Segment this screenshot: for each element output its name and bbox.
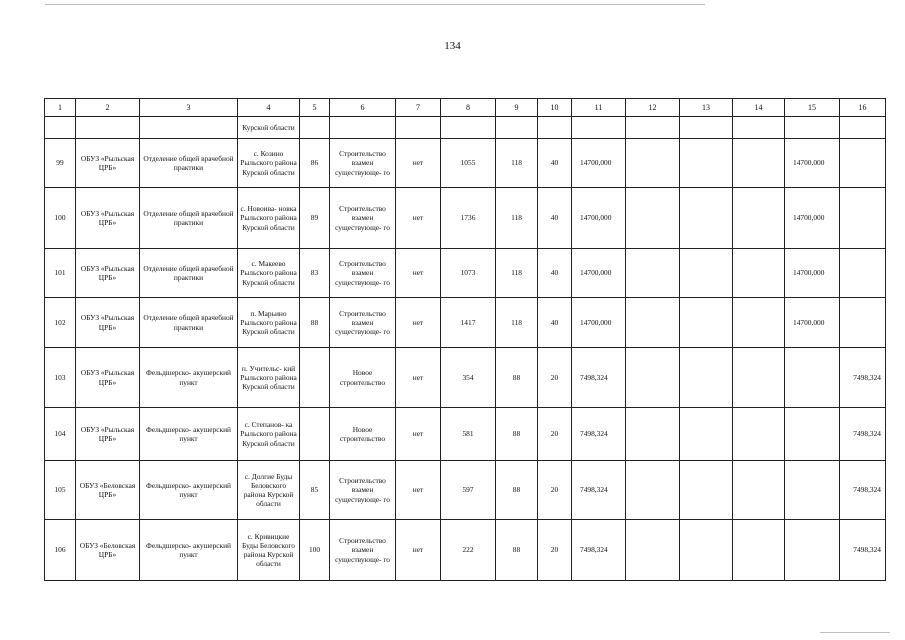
value-col-10: 20 bbox=[538, 348, 572, 408]
value-col-12 bbox=[626, 298, 680, 348]
column-number-9: 9 bbox=[496, 99, 538, 117]
table-row bbox=[45, 298, 886, 348]
row-number: 103 bbox=[45, 348, 76, 408]
value-col-9: 118 bbox=[496, 298, 538, 348]
value-col-14 bbox=[733, 188, 785, 249]
value-col-15: 14700,000 bbox=[785, 249, 840, 298]
row-number: 106 bbox=[45, 520, 76, 581]
value-col-16 bbox=[840, 298, 886, 348]
column-number-10: 10 bbox=[538, 99, 572, 117]
value-col-9: 118 bbox=[496, 249, 538, 298]
column-number-5: 5 bbox=[300, 99, 330, 117]
facility-type: Фельдшерско- акушерский пункт bbox=[140, 520, 238, 581]
bottom-rule bbox=[820, 632, 890, 633]
value-col-12 bbox=[626, 249, 680, 298]
location: п. Учительс- кий Рыльского района Курской области bbox=[238, 348, 300, 408]
facility-type: Отделение общей врачебной практики bbox=[140, 139, 238, 188]
value-col-15 bbox=[785, 348, 840, 408]
table-row bbox=[45, 249, 886, 298]
value-col-10: 20 bbox=[538, 461, 572, 520]
value-col-16 bbox=[840, 249, 886, 298]
value-col-14 bbox=[733, 249, 785, 298]
top-rule bbox=[45, 4, 705, 5]
value-col-15: 14700,000 bbox=[785, 298, 840, 348]
value-col-9: 118 bbox=[496, 139, 538, 188]
value-col-8: 1417 bbox=[441, 298, 496, 348]
organization: ОБУЗ «Рыльская ЦРБ» bbox=[76, 249, 140, 298]
continuation-location: Курской области bbox=[238, 117, 300, 139]
value-col-11: 14700,000 bbox=[572, 298, 626, 348]
value-col-14 bbox=[733, 408, 785, 461]
value-col-5 bbox=[300, 408, 330, 461]
value-col-11: 7498,324 bbox=[572, 348, 626, 408]
facility-type: Фельдшерско- акушерский пункт bbox=[140, 348, 238, 408]
value-col-9: 88 bbox=[496, 348, 538, 408]
row-number: 99 bbox=[45, 139, 76, 188]
value-col-5: 85 bbox=[300, 461, 330, 520]
value-col-9: 88 bbox=[496, 408, 538, 461]
column-number-16: 16 bbox=[840, 99, 886, 117]
value-col-16 bbox=[840, 188, 886, 249]
construction-type: Строительство взамен существующе- го bbox=[330, 188, 396, 249]
row-number: 102 bbox=[45, 298, 76, 348]
continuation-row bbox=[45, 117, 886, 139]
table-row bbox=[45, 188, 886, 249]
construction-type: Строительство взамен существующе- го bbox=[330, 520, 396, 581]
table-row bbox=[45, 139, 886, 188]
value-col-9: 88 bbox=[496, 520, 538, 581]
value-col-5 bbox=[300, 348, 330, 408]
table-row bbox=[45, 348, 886, 408]
value-col-10: 40 bbox=[538, 249, 572, 298]
value-col-7: нет bbox=[396, 348, 441, 408]
value-col-11: 14700,000 bbox=[572, 139, 626, 188]
value-col-10: 20 bbox=[538, 408, 572, 461]
column-number-15: 15 bbox=[785, 99, 840, 117]
value-col-13 bbox=[680, 298, 733, 348]
location: п. Марьино Рыльского района Курской области bbox=[238, 298, 300, 348]
value-col-13 bbox=[680, 461, 733, 520]
value-col-14 bbox=[733, 461, 785, 520]
location: с. Долгие Буды Беловского района Курской области bbox=[238, 461, 300, 520]
table-row bbox=[45, 408, 886, 461]
value-col-14 bbox=[733, 298, 785, 348]
organization: ОБУЗ «Рыльская ЦРБ» bbox=[76, 298, 140, 348]
row-number: 100 bbox=[45, 188, 76, 249]
construction-type: Строительство взамен существующе- го bbox=[330, 461, 396, 520]
location: с. Новоива- новка Рыльского района Курской области bbox=[238, 188, 300, 249]
table-row bbox=[45, 520, 886, 581]
value-col-11: 14700,000 bbox=[572, 249, 626, 298]
value-col-13 bbox=[680, 348, 733, 408]
value-col-10: 40 bbox=[538, 139, 572, 188]
value-col-11: 14700,000 bbox=[572, 188, 626, 249]
value-col-13 bbox=[680, 408, 733, 461]
organization: ОБУЗ «Беловская ЦРБ» bbox=[76, 461, 140, 520]
location: с. Степанов- ка Рыльского района Курской области bbox=[238, 408, 300, 461]
value-col-12 bbox=[626, 461, 680, 520]
column-number-1: 1 bbox=[45, 99, 76, 117]
value-col-7: нет bbox=[396, 188, 441, 249]
value-col-5: 89 bbox=[300, 188, 330, 249]
column-number-row bbox=[45, 99, 886, 117]
value-col-11: 7498,324 bbox=[572, 408, 626, 461]
column-number-3: 3 bbox=[140, 99, 238, 117]
value-col-7: нет bbox=[396, 461, 441, 520]
value-col-16: 7498,324 bbox=[840, 520, 886, 581]
column-number-13: 13 bbox=[680, 99, 733, 117]
facility-type: Отделение общей врачебной практики bbox=[140, 249, 238, 298]
value-col-8: 1073 bbox=[441, 249, 496, 298]
value-col-15 bbox=[785, 520, 840, 581]
value-col-12 bbox=[626, 408, 680, 461]
organization: ОБУЗ «Рыльская ЦРБ» bbox=[76, 408, 140, 461]
value-col-13 bbox=[680, 139, 733, 188]
data-table bbox=[44, 98, 886, 581]
value-col-7: нет bbox=[396, 298, 441, 348]
value-col-8: 354 bbox=[441, 348, 496, 408]
value-col-12 bbox=[626, 520, 680, 581]
value-col-14 bbox=[733, 139, 785, 188]
value-col-15 bbox=[785, 461, 840, 520]
construction-type: Новое строительство bbox=[330, 348, 396, 408]
value-col-9: 88 bbox=[496, 461, 538, 520]
construction-type: Строительство взамен существующе- го bbox=[330, 249, 396, 298]
construction-type: Строительство взамен существующе- го bbox=[330, 298, 396, 348]
value-col-5: 88 bbox=[300, 298, 330, 348]
value-col-15: 14700,000 bbox=[785, 139, 840, 188]
organization: ОБУЗ «Беловская ЦРБ» bbox=[76, 520, 140, 581]
value-col-8: 597 bbox=[441, 461, 496, 520]
row-number: 104 bbox=[45, 408, 76, 461]
column-number-4: 4 bbox=[238, 99, 300, 117]
value-col-15: 14700,000 bbox=[785, 188, 840, 249]
location: с. Макеево Рыльского района Курской области bbox=[238, 249, 300, 298]
table-row bbox=[45, 461, 886, 520]
construction-type: Строительство взамен существующе- го bbox=[330, 139, 396, 188]
page-number: 134 bbox=[444, 40, 461, 52]
column-number-12: 12 bbox=[626, 99, 680, 117]
value-col-7: нет bbox=[396, 249, 441, 298]
column-number-14: 14 bbox=[733, 99, 785, 117]
value-col-14 bbox=[733, 520, 785, 581]
value-col-7: нет bbox=[396, 139, 441, 188]
value-col-16: 7498,324 bbox=[840, 408, 886, 461]
column-number-7: 7 bbox=[396, 99, 441, 117]
value-col-7: нет bbox=[396, 408, 441, 461]
value-col-11: 7498,324 bbox=[572, 520, 626, 581]
facility-type: Отделение общей врачебной практики bbox=[140, 188, 238, 249]
location: с. Козино Рыльского района Курской области bbox=[238, 139, 300, 188]
value-col-12 bbox=[626, 348, 680, 408]
value-col-13 bbox=[680, 188, 733, 249]
value-col-5: 100 bbox=[300, 520, 330, 581]
construction-type: Новое строительство bbox=[330, 408, 396, 461]
organization: ОБУЗ «Рыльская ЦРБ» bbox=[76, 139, 140, 188]
facility-type: Отделение общей врачебной практики bbox=[140, 298, 238, 348]
value-col-11: 7498,324 bbox=[572, 461, 626, 520]
facility-type: Фельдшерско- акушерский пункт bbox=[140, 408, 238, 461]
location: с. Кривицкие Буды Беловского района Курской области bbox=[238, 520, 300, 581]
column-number-6: 6 bbox=[330, 99, 396, 117]
value-col-7: нет bbox=[396, 520, 441, 581]
row-number: 105 bbox=[45, 461, 76, 520]
value-col-16 bbox=[840, 139, 886, 188]
value-col-12 bbox=[626, 139, 680, 188]
value-col-14 bbox=[733, 348, 785, 408]
value-col-16: 7498,324 bbox=[840, 348, 886, 408]
value-col-10: 20 bbox=[538, 520, 572, 581]
organization: ОБУЗ «Рыльская ЦРБ» bbox=[76, 348, 140, 408]
value-col-16: 7498,324 bbox=[840, 461, 886, 520]
value-col-9: 118 bbox=[496, 188, 538, 249]
value-col-8: 1055 bbox=[441, 139, 496, 188]
value-col-15 bbox=[785, 408, 840, 461]
value-col-13 bbox=[680, 520, 733, 581]
value-col-10: 40 bbox=[538, 298, 572, 348]
facility-type: Фельдшерско- акушерский пункт bbox=[140, 461, 238, 520]
value-col-12 bbox=[626, 188, 680, 249]
column-number-2: 2 bbox=[76, 99, 140, 117]
organization: ОБУЗ «Рыльская ЦРБ» bbox=[76, 188, 140, 249]
value-col-5: 83 bbox=[300, 249, 330, 298]
value-col-10: 40 bbox=[538, 188, 572, 249]
value-col-8: 222 bbox=[441, 520, 496, 581]
value-col-5: 86 bbox=[300, 139, 330, 188]
value-col-8: 1736 bbox=[441, 188, 496, 249]
row-number: 101 bbox=[45, 249, 76, 298]
column-number-11: 11 bbox=[572, 99, 626, 117]
value-col-13 bbox=[680, 249, 733, 298]
column-number-8: 8 bbox=[441, 99, 496, 117]
value-col-8: 581 bbox=[441, 408, 496, 461]
